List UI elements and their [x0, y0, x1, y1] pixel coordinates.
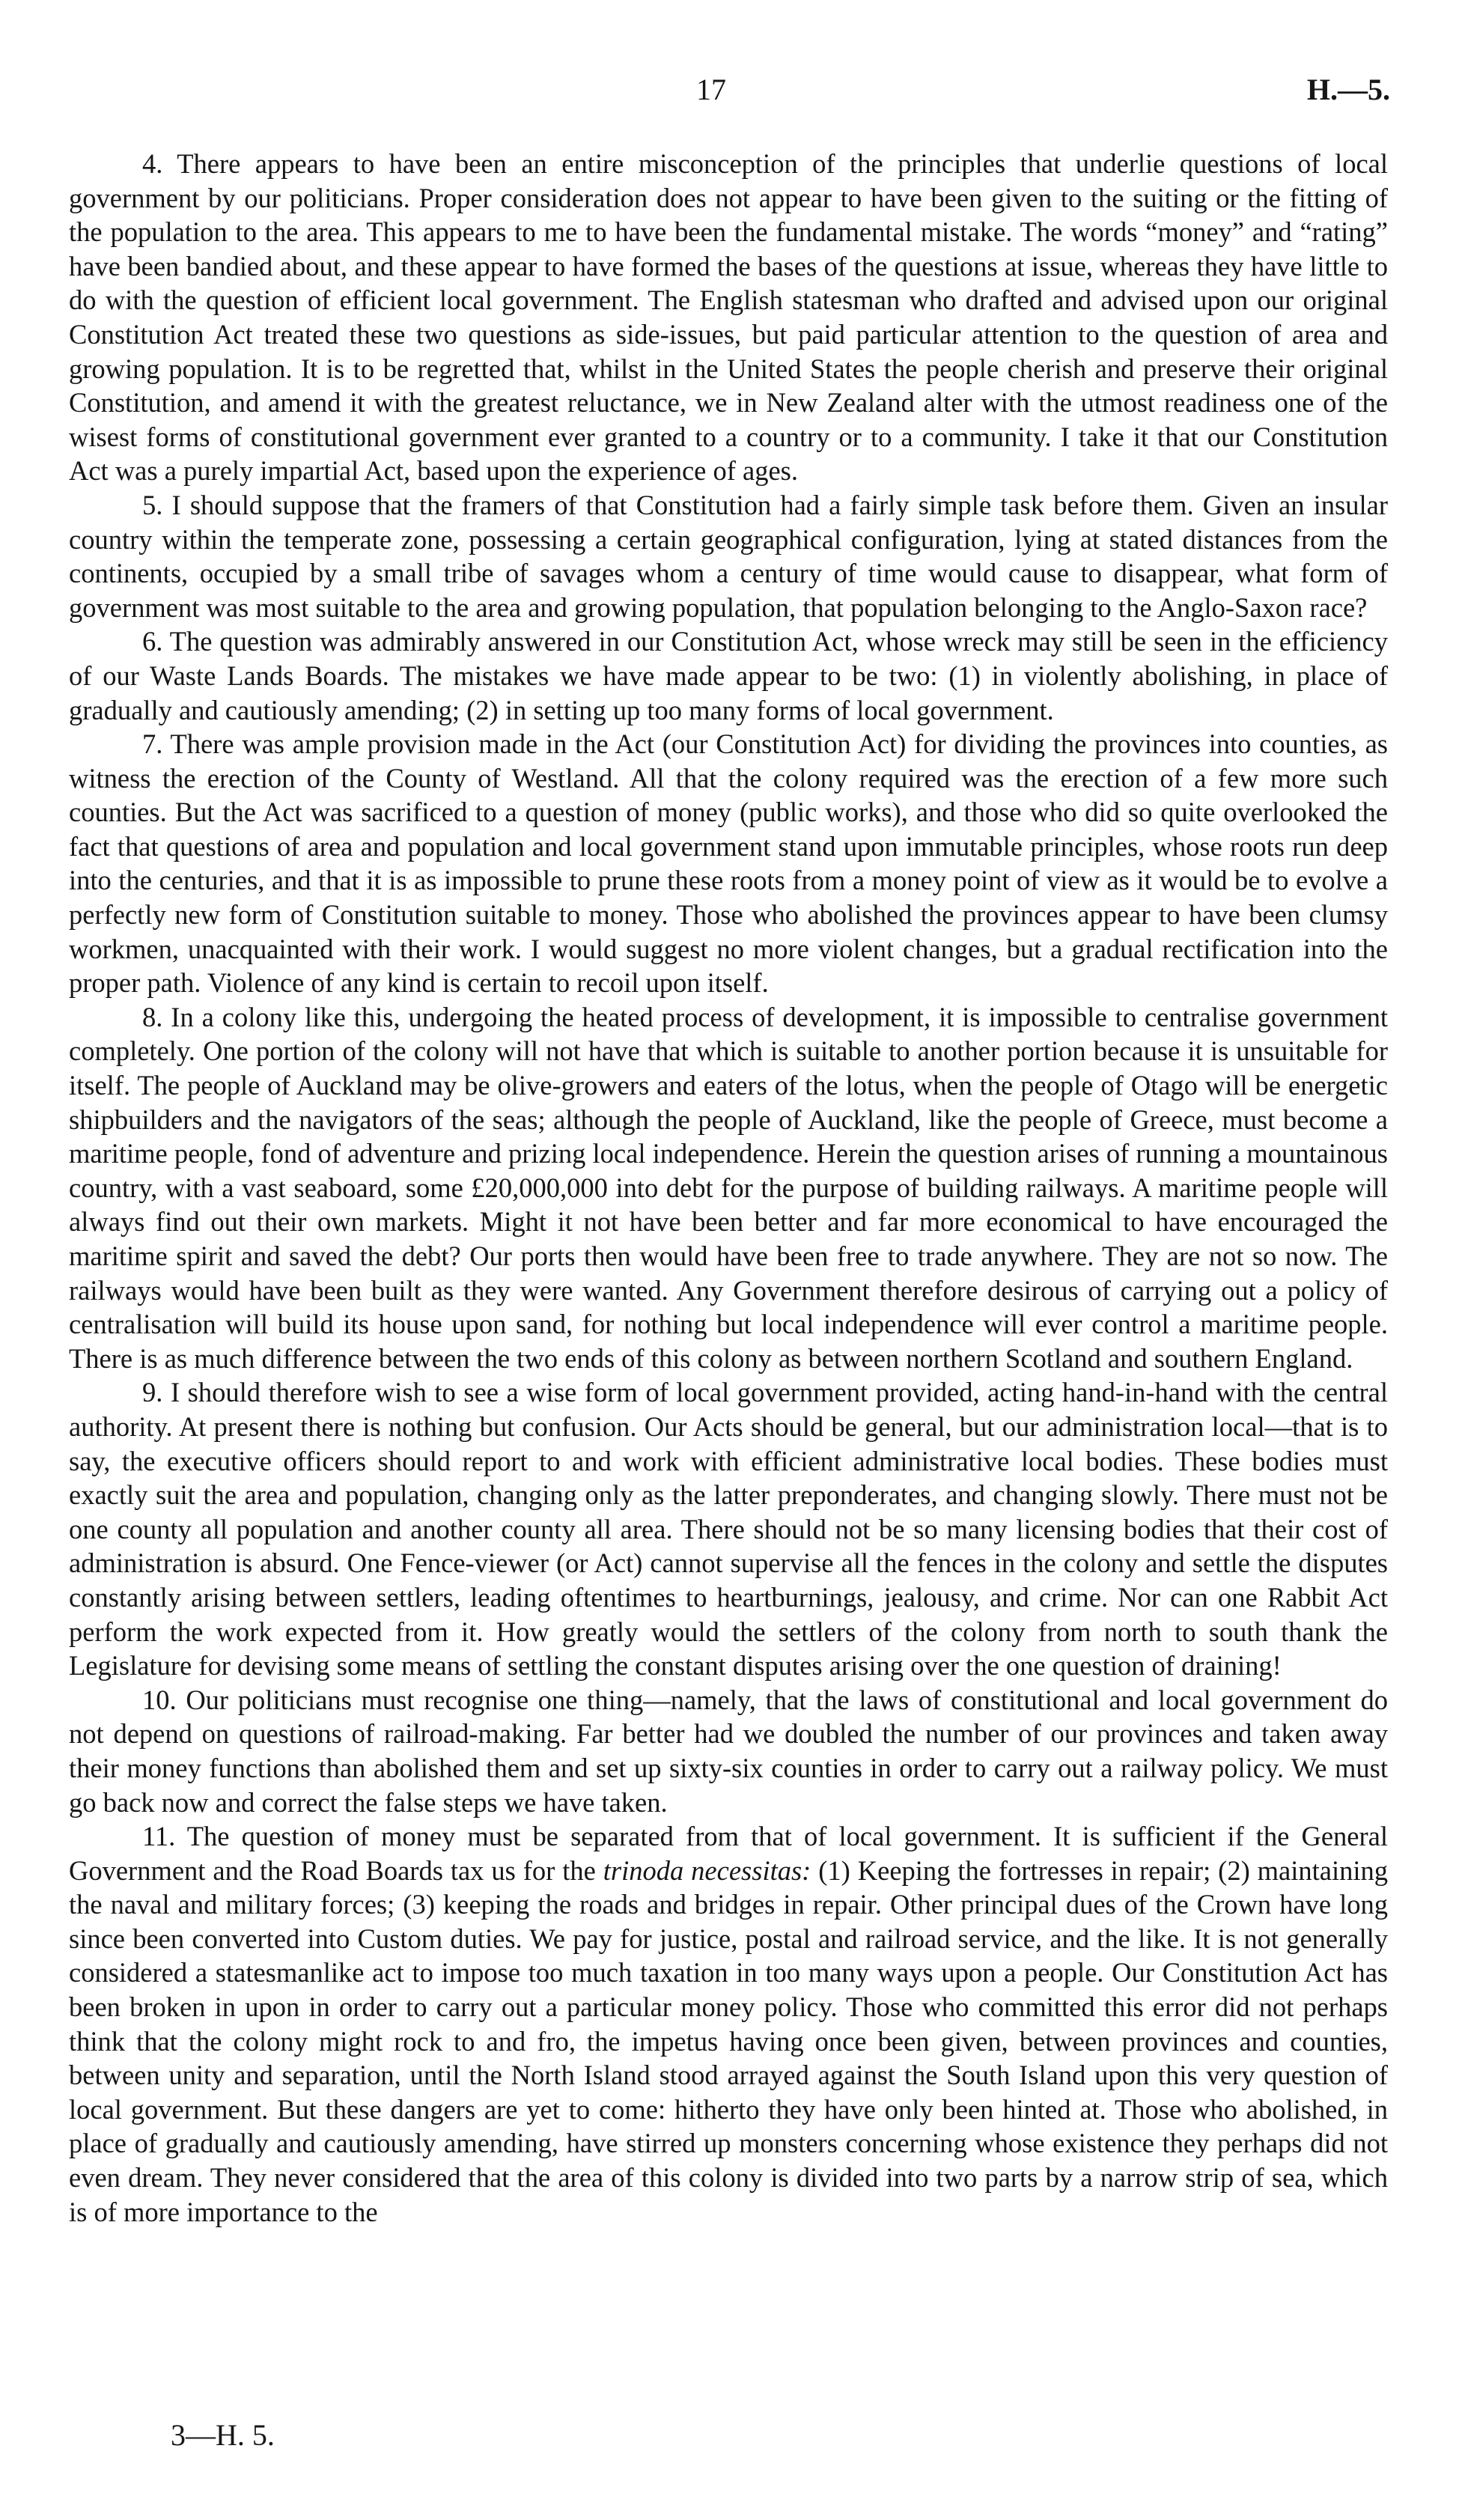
paragraph-6: 6. The question was admirably answered in our Constitution Act, whose wreck may still be seen in the efficiency of our Waste Lands Boards. The mistakes we have made appear to be two: (1) in violently abolishing, in place of gradually and cautiously amending; (2) in setting up too many forms of local government.	[69, 626, 1388, 725]
paragraph-8: 8. In a colony like this, undergoing the heated process of development, it is impossible to centralise government completely. One portion of the colony will not have that which is suitable to another portion because it is unsuitable for itself. The people of Auckland may be olive-growers and eaters of the lotus, when the people of Otago will be energetic shipbuilders and the navigators of the seas; although the people of Auckland, like the people of Greece, must become a maritime people, fond of adventure and prizing local independence. Herein the question arises of running a mountainous country, with a vast seaboard, some £20,000,000 into debt for the purpose of building railways. A maritime people will always find out their own markets. Might it not have been better and far more economical to have encouraged the maritime spirit and saved the debt? Our ports then would have been free to trade anywhere. They are not so now. The railways would have been built as they were wanted. Any Government therefore desirous of carrying out a policy of centralisation will build its house upon sand, for nothing but local independence will ever control a maritime people. There is as much difference between the two ends of this colony as between northern Scotland and southern England.	[69, 1001, 1388, 1374]
page-number: 17	[696, 73, 726, 106]
page-header	[0, 71, 1459, 116]
paragraph-11-text-start: 11. The question of money must be separated from that of local government. It is sufficient if the General Government and the Road Boards tax us for the	[69, 1821, 1388, 1886]
paragraph-11	[69, 1819, 1388, 2229]
body-text	[69, 147, 1388, 2229]
paragraph-10: 10. Our politicians must recognise one thing—namely, that the laws of constitutional and local government do not depend on questions of railroad-making. Far better had we doubled the number of our provinces and taken away their money functions than abolished them and set up sixty-six counties in order to carry out a railway policy. We must go back now and correct the false steps we have taken.	[69, 1684, 1388, 1818]
paragraph-7: 7. There was ample provision made in the Act (our Constitution Act) for dividing the provinces into counties, as witness the erection of the County of Westland. All that the colony required was the erection of a few more such counties. But the Act was sacrificed to a question of money (public works), and those who did so quite overlooked the fact that questions of area and population and local government stand upon immutable principles, whose roots run deep into the centuries, and that it is as impossible to prune these roots from a money point of view as it would be to evolve a perfectly new form of Constitution suitable to money. Those who abolished the provinces appear to have been clumsy workmen, unacquainted with their work. I would suggest no more violent changes, but a gradual rectification into the proper path. Violence of any kind is certain to recoil upon itself.	[69, 728, 1388, 999]
sheet-signature: 3—H. 5.	[171, 2418, 275, 2452]
paragraph-11-latin-phrase: trinoda necessitas:	[603, 1854, 811, 1886]
paragraph-4: 4. There appears to have been an entire misconception of the principles that underlie questions of local government by our politicians. Proper consideration does not appear to have been given to the suiting or the fitting of the population to the area. This appears to me to have been the fundamental mistake. The words “money” and “rating” have been bandied about, and these appear to have formed the bases of the questions at issue, whereas they have little to do with the question of efficient local government. The English statesman who drafted and advised upon our original Constitution Act treated these two questions as side-issues, but paid particular attention to the question of area and growing population. It is to be regretted that, whilst in the United States the people cherish and preserve their original Constitution, and amend it with the greatest reluctance, we in New Zealand alter with the utmost readiness one of the wisest forms of constitutional government ever granted to a country or to a community. I take it that our Constitution Act was a purely impartial Act, based upon the experience of ages.	[69, 148, 1388, 487]
paragraph-9: 9. I should therefore wish to see a wise form of local government provided, acting hand-in-hand with the central authority. At present there is nothing but confusion. Our Acts should be general, but our administration local—that is to say, the executive officers should report to and work with efficient administrative local bodies. These bodies must exactly suit the area and population, changing only as the latter preponderates, and changing slowly. There must not be one county all population and another county all area. There should not be so many licensing bodies that their cost of administration is absurd. One Fence-viewer (or Act) cannot supervise all the fences in the colony and settle the disputes constantly arising between settlers, leading oftentimes to heartburnings, jealousy, and crime. Nor can one Rabbit Act perform the work expected from it. How greatly would the settlers of the colony from north to south thank the Legislature for devising some means of settling the constant disputes arising over the one question of draining!	[69, 1377, 1388, 1681]
document-reference: H.—5.	[1306, 73, 1390, 106]
paragraph-5: 5. I should suppose that the framers of that Constitution had a fairly simple task before them. Given an insular country within the temperate zone, possessing a certain geographical configuration, lying at stated distances from the continents, occupied by a small tribe of savages whom a century of time would cause to disappear, what form of government was most suitable to the area and growing population, that population belonging to the Anglo-Saxon race?	[69, 489, 1388, 623]
paragraph-11-text-end: (1) Keeping the fortresses in repair; (2) maintaining the naval and military forces; (3) keeping the roads and bridges in repair. Other principal dues of the Crown have long since been converted into Custom duties. We pay for justice, postal and railroad service, and the like. It is not generally considered a statesmanlike act to impose too much taxation in too many ways upon a people. Our Constitution Act has been broken in upon in order to carry out a particular money policy. Those who committed this error did not perhaps think that the colony might rock to and fro, the impetus having once been given, between provinces and counties, between unity and separation, until the North Island stood arrayed against the South Island upon this very question of local government. But these dangers are yet to come: hitherto they have only been hinted at. Those who abolished, in place of gradually and cautiously amending, have stirred up monsters concerning whose existence they perhaps did not even dream. They never considered that the area of this colony is divided into two parts by a narrow strip of sea, which is of more importance to the	[69, 1854, 1389, 2227]
